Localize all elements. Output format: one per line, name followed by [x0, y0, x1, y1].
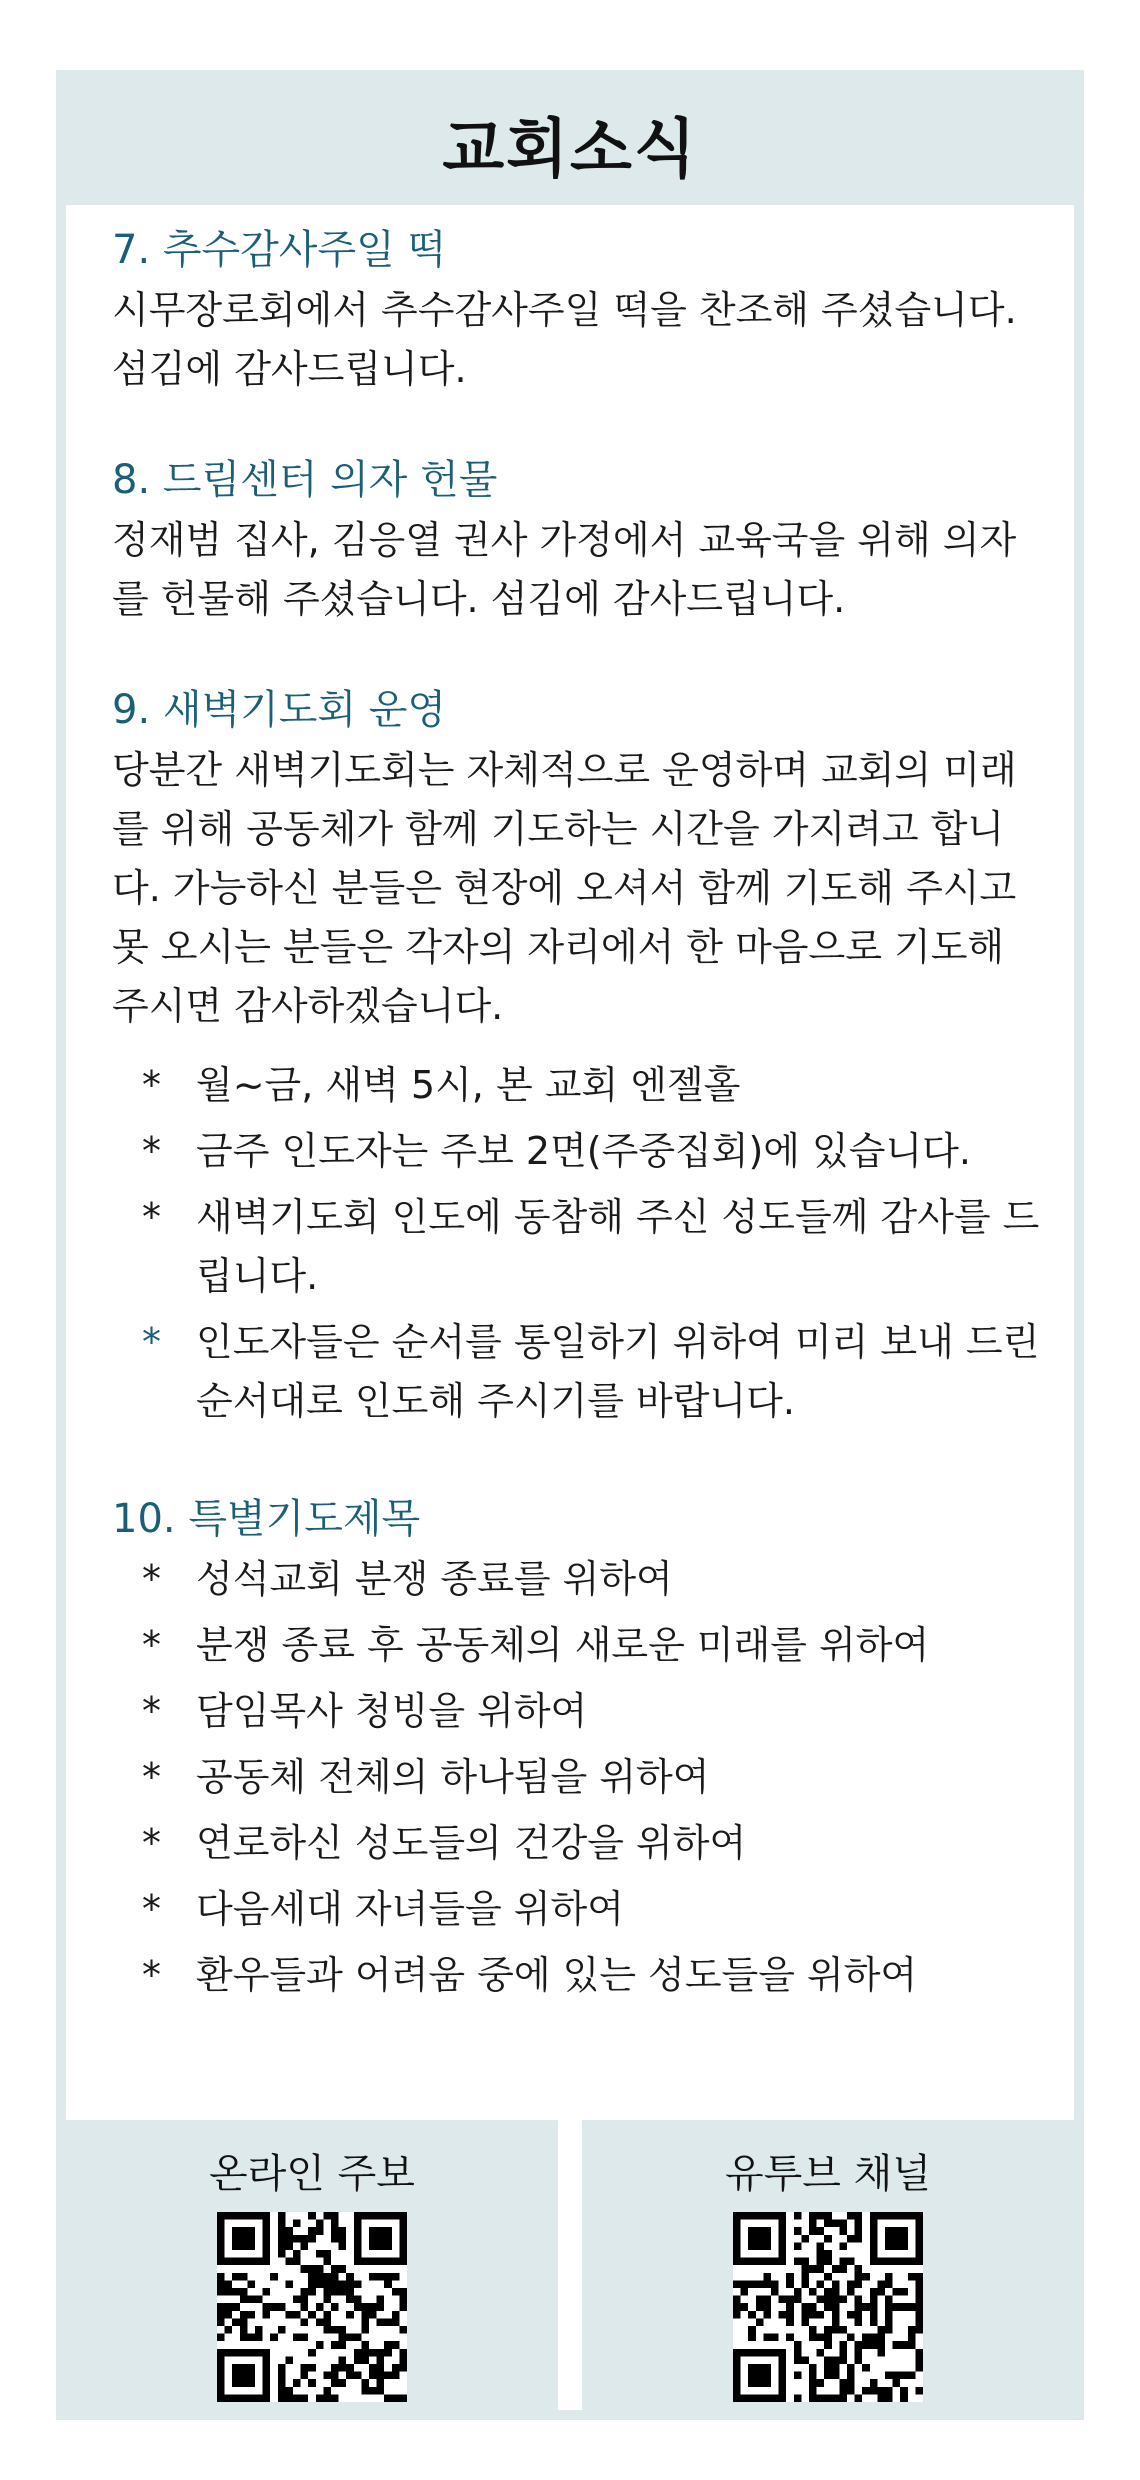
- section-8-heading: 8. 드림센터 의자 헌물: [112, 457, 498, 503]
- bullet-marker: *: [142, 1063, 161, 1107]
- section-9-line: 다. 가능하신 분들은 현장에 오셔서 함께 기도해 주시고: [112, 866, 1017, 910]
- bullet-marker: *: [142, 1129, 161, 1173]
- section-9-heading: 9. 새벽기도회 운영: [112, 687, 447, 733]
- online-bulletin-qr-icon[interactable]: [217, 2212, 407, 2402]
- list-item: [112, 1550, 1052, 1609]
- youtube-channel-qr-box: [582, 2120, 1074, 2410]
- qr-divider: [558, 2120, 582, 2410]
- bullet-text: 새벽기도회 인도에 동참해 주신 성도들께 감사를 드립니다.: [196, 1195, 1040, 1298]
- bullet-marker: *: [142, 1557, 161, 1601]
- list-item: [112, 1682, 1052, 1741]
- section-7-line: 섬김에 감사드립니다.: [112, 347, 467, 391]
- section-7-line: 시무장로회에서 추수감사주일 떡을 찬조해 주셨습니다.: [112, 288, 1017, 332]
- bullet-marker: *: [142, 1755, 161, 1799]
- bullet-marker: *: [142, 1887, 161, 1931]
- bullet-text: 분쟁 종료 후 공동체의 새로운 미래를 위하여: [196, 1623, 930, 1667]
- bullet-marker: *: [142, 1320, 161, 1364]
- youtube-channel-label: 유투브 채널: [725, 2151, 931, 2197]
- section-10-heading: 10. 특별기도제목: [112, 1496, 421, 1542]
- section-7-heading: 7. 추수감사주일 떡: [112, 227, 447, 273]
- bullet-text: 연로하신 성도들의 건강을 위하여: [196, 1821, 747, 1865]
- news-content: [112, 219, 1052, 2012]
- section-8-line: 정재범 집사, 김응열 권사 가정에서 교육국을 위해 의자: [112, 518, 1017, 562]
- bullet-marker: *: [142, 1623, 161, 1667]
- bullet-marker: *: [142, 1821, 161, 1865]
- list-item: [112, 1056, 1052, 1115]
- list-item: [112, 1946, 1052, 2005]
- page-title: 교회소식: [442, 113, 698, 187]
- section-9-bullets: [112, 1056, 1052, 1431]
- online-bulletin-qr-box: [66, 2120, 558, 2410]
- bullet-text: 공동체 전체의 하나됨을 위하여: [196, 1755, 710, 1799]
- bullet-text: 다음세대 자녀들을 위하여: [196, 1887, 624, 1931]
- youtube-channel-qr-icon[interactable]: [733, 2212, 923, 2402]
- bullet-text: 금주 인도자는 주보 2면(주중집회)에 있습니다.: [196, 1129, 971, 1173]
- list-item: [112, 1122, 1052, 1181]
- section-9-line: 못 오시는 분들은 각자의 자리에서 한 마음으로 기도해: [112, 925, 1005, 969]
- section-8-line: 를 헌물해 주셨습니다. 섬김에 감사드립니다.: [112, 577, 846, 621]
- bullet-text: 인도자들은 순서를 통일하기 위하여 미리 보내 드린 순서대로 인도해 주시기를 바랍니다.: [196, 1320, 1040, 1423]
- bullet-marker: *: [142, 1689, 161, 1733]
- list-item: [112, 1188, 1052, 1306]
- bullet-text: 성석교회 분쟁 종료를 위하여: [196, 1557, 673, 1601]
- list-item: [112, 1616, 1052, 1675]
- bullet-text: 담임목사 청빙을 위하여: [196, 1689, 588, 1733]
- bullet-text: 환우들과 어려움 중에 있는 성도들을 위하여: [196, 1953, 918, 1997]
- section-9-line: 주시면 감사하겠습니다.: [112, 984, 504, 1028]
- list-item: [112, 1814, 1052, 1873]
- bullet-text: 월~금, 새벽 5시, 본 교회 엔젤홀: [196, 1063, 741, 1107]
- section-9-line: 를 위해 공동체가 함께 기도하는 시간을 가지려고 합니: [112, 807, 1005, 851]
- bullet-marker: *: [142, 1953, 161, 1997]
- news-panel: [66, 205, 1074, 2120]
- list-item: [112, 1748, 1052, 1807]
- bullet-marker: *: [142, 1195, 161, 1239]
- section-9-line: 당분간 새벽기도회는 자체적으로 운영하며 교회의 미래: [112, 748, 1017, 792]
- list-item: [112, 1880, 1052, 1939]
- section-10-bullets: [112, 1550, 1052, 2005]
- online-bulletin-label: 온라인 주보: [209, 2151, 415, 2197]
- news-frame: [56, 70, 1084, 2420]
- list-item: [112, 1313, 1052, 1431]
